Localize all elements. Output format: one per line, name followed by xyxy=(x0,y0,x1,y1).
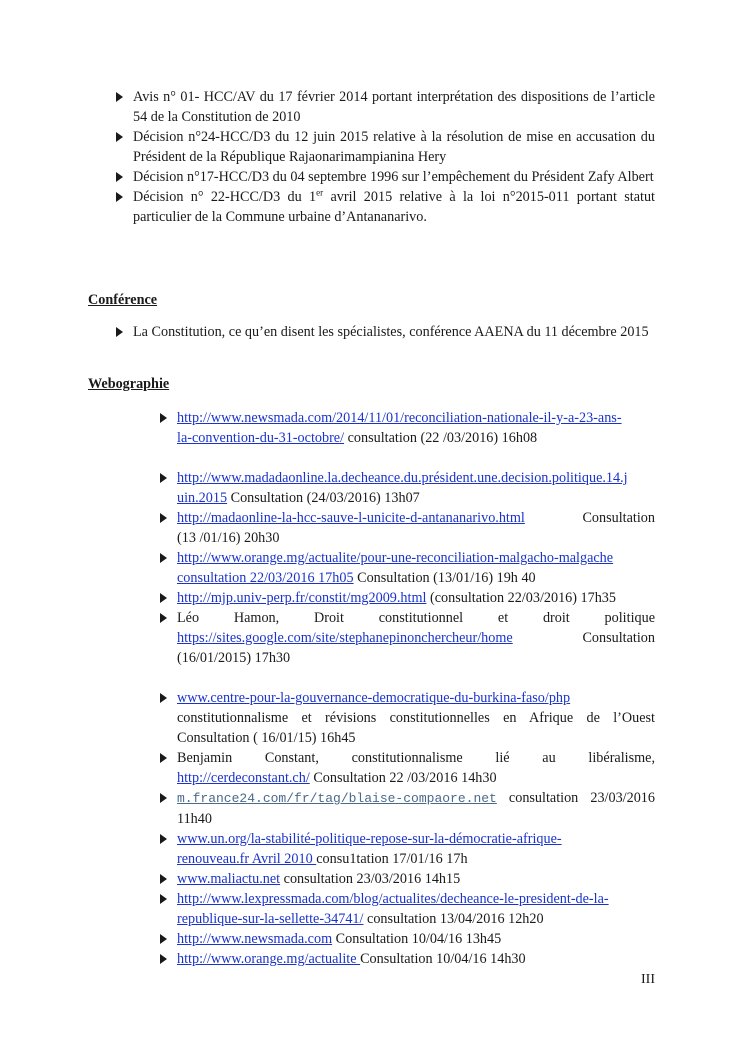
bullet-arrow-icon xyxy=(160,793,167,803)
web-link[interactable]: www.un.org/la-stabilité-politique-repose-sur-la-démocratie-afrique- xyxy=(177,831,562,847)
bullet-arrow-icon xyxy=(160,473,167,483)
list-item xyxy=(177,688,655,748)
consultation-text: consultation 23/03/2016 14h15 xyxy=(280,871,461,887)
reference-text: Léo Hamon, Droit constitutionnel et droit politique xyxy=(177,610,655,626)
list-item xyxy=(177,548,655,588)
list-item xyxy=(177,508,655,548)
list-item-text: Avis n° 01- HCC/AV du 17 février 2014 portant interprétation des dispositions de l’article 54 de la Constitution de 2010 xyxy=(133,89,655,125)
section-heading-conference: Conférence xyxy=(88,292,158,308)
consultation-text: (13 /01/16) 20h30 xyxy=(177,530,280,546)
list-item xyxy=(177,788,655,829)
web-link[interactable]: renouveau.fr Avril 2010 xyxy=(177,851,317,867)
list-item xyxy=(177,588,655,608)
jurisprudence-list xyxy=(133,87,655,227)
list-item-text: La Constitution, ce qu’en disent les spécialistes, conférence AAENA du 11 décembre 2015 xyxy=(133,324,649,340)
bullet-arrow-icon xyxy=(160,553,167,563)
superscript: er xyxy=(316,187,324,198)
web-link[interactable]: la-convention-du-31-octobre/ xyxy=(177,430,345,446)
consultation-text: Consultation 22 /03/2016 14h30 xyxy=(309,770,497,786)
list-item xyxy=(177,949,655,969)
consultation-text: Consultation 10/04/16 14h30 xyxy=(360,951,526,967)
web-link[interactable]: http://madaonline-la-hcc-sauve-l-unicite-d-antananarivo.html xyxy=(177,510,525,526)
bullet-arrow-icon xyxy=(160,874,167,884)
web-link[interactable]: uin.2015 xyxy=(177,490,228,506)
consultation-text: (consultation 22/03/2016) 17h35 xyxy=(426,590,616,606)
bullet-arrow-icon xyxy=(160,954,167,964)
bullet-arrow-icon xyxy=(160,413,167,423)
list-item xyxy=(177,468,655,508)
consultation-text: consultation 13/04/2016 12h20 xyxy=(363,911,544,927)
consultation-text: Consultation (24/03/2016) 13h07 xyxy=(227,490,420,506)
web-link[interactable]: http://www.orange.mg/actualite xyxy=(177,951,361,967)
list-item-text: avril 2015 relative à la loi n°2015-011 portant statut particulier de la Commune urbaine d’Antananarivo. xyxy=(133,189,655,225)
bullet-arrow-icon xyxy=(116,92,123,102)
list-item xyxy=(133,322,655,342)
list-item-text: Décision n°24-HCC/D3 du 12 juin 2015 relative à la résolution de mise en accusation du Président de la République Rajaonarimampianina Hery xyxy=(133,129,655,165)
list-item xyxy=(133,187,655,227)
bullet-arrow-icon xyxy=(116,132,123,142)
list-item xyxy=(133,87,655,127)
section-heading-webographie: Webographie xyxy=(88,376,170,392)
consultation-text: consu1tation 17/01/16 17h xyxy=(316,851,468,867)
bullet-arrow-icon xyxy=(160,934,167,944)
web-link[interactable]: http://mjp.univ-perp.fr/constit/mg2009.html xyxy=(177,590,427,606)
list-item xyxy=(133,127,655,167)
web-link[interactable]: http://www.newsmada.com/2014/11/01/reconciliation-nationale-il-y-a-23-ans- xyxy=(177,410,622,426)
bullet-arrow-icon xyxy=(116,172,123,182)
web-link[interactable]: https://sites.google.com/site/stephanepinonchercheur/home xyxy=(177,630,513,646)
web-link[interactable]: http://www.lexpressmada.com/blog/actualites/decheance-le-president-de-la- xyxy=(177,891,609,907)
web-link[interactable]: www.maliactu.net xyxy=(177,871,281,887)
list-item xyxy=(177,929,655,949)
list-item xyxy=(177,829,655,869)
reference-text: Benjamin Constant, constitutionnalisme lié au libéralisme, xyxy=(177,750,655,766)
web-link[interactable]: http://cerdeconstant.ch/ xyxy=(177,770,310,786)
page-number: III xyxy=(641,972,655,987)
list-item xyxy=(177,748,655,788)
reference-text: constitutionnalisme et révisions constitutionnelles en Afrique de l’Ouest xyxy=(177,710,655,726)
consultation-text: Consultation 10/04/16 13h45 xyxy=(332,931,502,947)
conference-list xyxy=(133,322,655,342)
consultation-text: Consultation ( 16/01/15) 16h45 xyxy=(177,730,356,746)
bullet-arrow-icon xyxy=(116,192,123,202)
list-item-text: Décision n° 22-HCC/D3 du 1 xyxy=(133,189,317,205)
list-item xyxy=(177,869,655,889)
consultation-text: (16/01/2015) 17h30 xyxy=(177,650,291,666)
bullet-arrow-icon xyxy=(160,894,167,904)
web-link[interactable]: http://www.orange.mg/actualite/pour-une-reconciliation-malgacho-malgache xyxy=(177,550,614,566)
list-item xyxy=(177,889,655,929)
web-link[interactable]: consultation 22/03/2016 17h05 xyxy=(177,570,354,586)
web-link[interactable]: http://www.newsmada.com xyxy=(177,931,333,947)
consultation-text: consultation 23/03/2016 11h40 xyxy=(177,790,655,827)
bullet-arrow-icon xyxy=(160,693,167,703)
list-item xyxy=(177,608,655,668)
bullet-arrow-icon xyxy=(160,834,167,844)
web-link[interactable]: http://www.madadaonline.la.decheance.du.président.une.decision.politique.14.j xyxy=(177,470,628,486)
bullet-arrow-icon xyxy=(160,613,167,623)
consultation-text: Consultation xyxy=(582,510,655,526)
list-item xyxy=(133,167,655,187)
bullet-arrow-icon xyxy=(160,593,167,603)
consultation-text: consultation (22 /03/2016) 16h08 xyxy=(344,430,538,446)
bullet-arrow-icon xyxy=(160,753,167,763)
consultation-text: Consultation xyxy=(582,630,655,646)
web-link[interactable]: www.centre-pour-la-gouvernance-democratique-du-burkina-faso/php xyxy=(177,690,571,706)
bullet-arrow-icon xyxy=(116,327,123,337)
bullet-arrow-icon xyxy=(160,513,167,523)
web-link[interactable]: m.france24.com/fr/tag/blaise-compaore.net xyxy=(177,791,497,806)
list-item xyxy=(177,408,655,448)
webographie-list xyxy=(177,408,655,969)
web-link[interactable]: republique-sur-la-sellette-34741/ xyxy=(177,911,364,927)
consultation-text: Consultation (13/01/16) 19h 40 xyxy=(353,570,536,586)
list-item-text: Décision n°17-HCC/D3 du 04 septembre 1996 sur l’empêchement du Président Zafy Albert xyxy=(133,169,654,185)
